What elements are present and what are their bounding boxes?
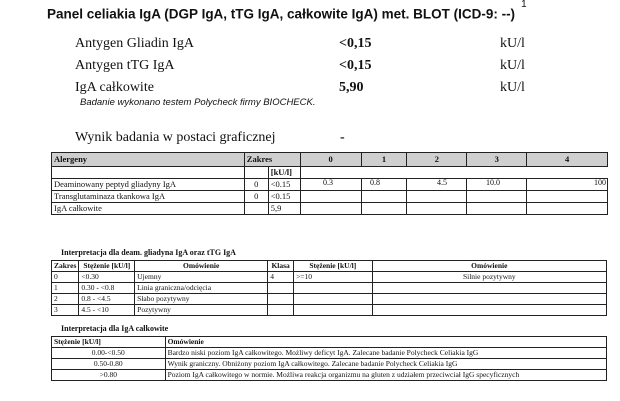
total-header-stezenie: Stężenie [kU/l]	[52, 337, 166, 348]
interp-klasa: 0	[52, 272, 79, 283]
bar-cell	[300, 203, 361, 215]
total-stezenie: 0.50-0.80	[52, 359, 166, 370]
interp-omowienie2	[372, 305, 606, 316]
scale-tick-label: 4.5	[437, 178, 447, 187]
title-text: Panel celiakia IgA (DGP IgA, tTG IgA, całkowite IgA) met. BLOT (ICD-9: --)	[47, 6, 516, 22]
chart-header-row	[52, 153, 608, 167]
graph-section-title: Wynik badania w postaci graficznej	[75, 130, 276, 145]
total-header-row	[52, 337, 607, 348]
total-stezenie: >0.80	[52, 370, 166, 381]
bar-cell	[527, 203, 608, 215]
interp-stezenie2	[294, 294, 373, 305]
bar-cell	[300, 191, 361, 203]
row-name: Transglutaminaza tkankowa IgA	[52, 191, 245, 203]
interp-omowienie2: Silnie pozytywny	[372, 272, 606, 283]
interp-stezenie: 4.5 - <10	[79, 305, 135, 316]
bar-cell	[361, 191, 407, 203]
result-unit-gliadin: kU/l	[500, 36, 525, 51]
interp-header-stezenie2: Stężenie [kU/l]	[294, 261, 373, 272]
interp-omowienie2	[372, 294, 606, 305]
concentration-scale	[275, 178, 615, 190]
interp-klasa2: 4	[268, 272, 294, 283]
test-panel-title	[47, 0, 527, 22]
table-row	[52, 348, 607, 359]
interp-header-row	[52, 261, 607, 272]
interp-stezenie2	[294, 305, 373, 316]
total-omowienie: Wynik graniczny. Obniżony poziom IgA całkowitego. Zalecane badanie Polycheck Celiakia IgG	[165, 359, 606, 370]
interp-stezenie: <0.30	[79, 272, 135, 283]
table-row	[52, 359, 607, 370]
class-4-header: 4	[527, 153, 608, 167]
class-1-header: 1	[361, 153, 407, 167]
table-row	[52, 272, 607, 283]
graph-dash: -	[340, 130, 345, 145]
total-stezenie: 0.00-<0.50	[52, 348, 166, 359]
row-class: 0	[244, 191, 268, 203]
unit-row-blank	[52, 167, 245, 179]
interp-omowienie: Linia graniczna/odcięcia	[135, 283, 268, 294]
result-name-ttg: Antygen tTG IgA	[75, 58, 175, 73]
interp-klasa: 1	[52, 283, 79, 294]
interp-stezenie: 0.8 - <4.5	[79, 294, 135, 305]
interp-omowienie: Ujemny	[135, 272, 268, 283]
result-unit-total-iga: kU/l	[500, 80, 525, 95]
row-class	[244, 203, 268, 215]
footnote-mark: 1	[521, 0, 527, 10]
total-header-omowienie: Omówienie	[165, 337, 606, 348]
interp-omowienie: Słabo pozytywny	[135, 294, 268, 305]
class-0-header: 0	[300, 153, 361, 167]
interp-header-omowienie2: Omówienie	[372, 261, 606, 272]
interp-stezenie2	[294, 283, 373, 294]
scale-cell	[300, 167, 607, 179]
method-note: Badanie wykonano testem Polycheck firmy BIOCHECK.	[80, 97, 316, 108]
table-row	[52, 283, 607, 294]
interp-omowienie: Pozytywny	[135, 305, 268, 316]
interp-section-title: Interpretacja dla deam. gliadyna IgA oraz tTG IgA	[61, 248, 236, 257]
table-row	[52, 294, 607, 305]
interp-table	[51, 260, 607, 316]
table-row	[52, 203, 608, 215]
row-name: Deaminowany peptyd gliadyny IgA	[52, 179, 245, 191]
table-row	[52, 305, 607, 316]
row-value: 5,9	[268, 203, 300, 215]
scale-tick-label: 0.3	[323, 178, 333, 187]
bar-cell	[407, 203, 467, 215]
unit-label: [kU/l]	[268, 167, 300, 179]
result-unit-ttg: kU/l	[500, 58, 525, 73]
bar-cell	[527, 191, 608, 203]
interp-header-stezenie: Stężenie [kU/l]	[79, 261, 135, 272]
bar-cell	[467, 203, 527, 215]
row-value: <0.15	[268, 191, 300, 203]
range-header: Zakres	[244, 153, 300, 167]
result-value-gliadin: <0,15	[339, 36, 372, 51]
result-name-total-iga: IgA całkowite	[75, 80, 154, 95]
row-name: IgA całkowite	[52, 203, 245, 215]
bar-cell	[467, 191, 527, 203]
row-value: <0.15	[268, 179, 300, 191]
interp-omowienie2	[372, 283, 606, 294]
scale-tick-label: 0.8	[370, 178, 380, 187]
bar-cell	[361, 203, 407, 215]
row-class: 0	[244, 179, 268, 191]
unit-row-blank-class	[244, 167, 268, 179]
total-omowienie: Bardzo niski poziom IgA całkowitego. Możliwy deficyt IgA. Zalecane badanie Polycheck Celiakia IgG	[165, 348, 606, 359]
result-value-ttg: <0,15	[339, 58, 372, 73]
total-omowienie: Poziom IgA całkowitego w normie. Możliwa reakcja organizmu na gluten z udziałem przeciwciał IgG specyficznych	[165, 370, 606, 381]
result-value-total-iga: 5,90	[339, 80, 364, 95]
interp-stezenie: 0.30 - <0.8	[79, 283, 135, 294]
total-iga-table	[51, 336, 607, 381]
bar-cell	[407, 191, 467, 203]
class-3-header: 3	[467, 153, 527, 167]
scale-tick-label: 100	[594, 178, 606, 187]
interp-klasa2	[268, 294, 294, 305]
interp-klasa: 3	[52, 305, 79, 316]
interp-klasa2	[268, 283, 294, 294]
class-2-header: 2	[407, 153, 467, 167]
interp-klasa: 2	[52, 294, 79, 305]
allergen-header: Alergeny	[52, 153, 245, 167]
unit-row	[52, 167, 608, 179]
result-name-gliadin: Antygen Gliadin IgA	[75, 36, 194, 51]
total-section-title: Interpretacja dla IgA całkowite	[61, 324, 169, 333]
table-row	[52, 191, 608, 203]
interp-stezenie2: >=10	[294, 272, 373, 283]
table-row	[52, 370, 607, 381]
interp-header-klasa: Zakres	[52, 261, 79, 272]
interp-klasa2	[268, 305, 294, 316]
scale-tick-label: 10.0	[486, 178, 500, 187]
interp-header-omowienie: Omówienie	[135, 261, 268, 272]
interp-header-klasa2: Klasa	[268, 261, 294, 272]
